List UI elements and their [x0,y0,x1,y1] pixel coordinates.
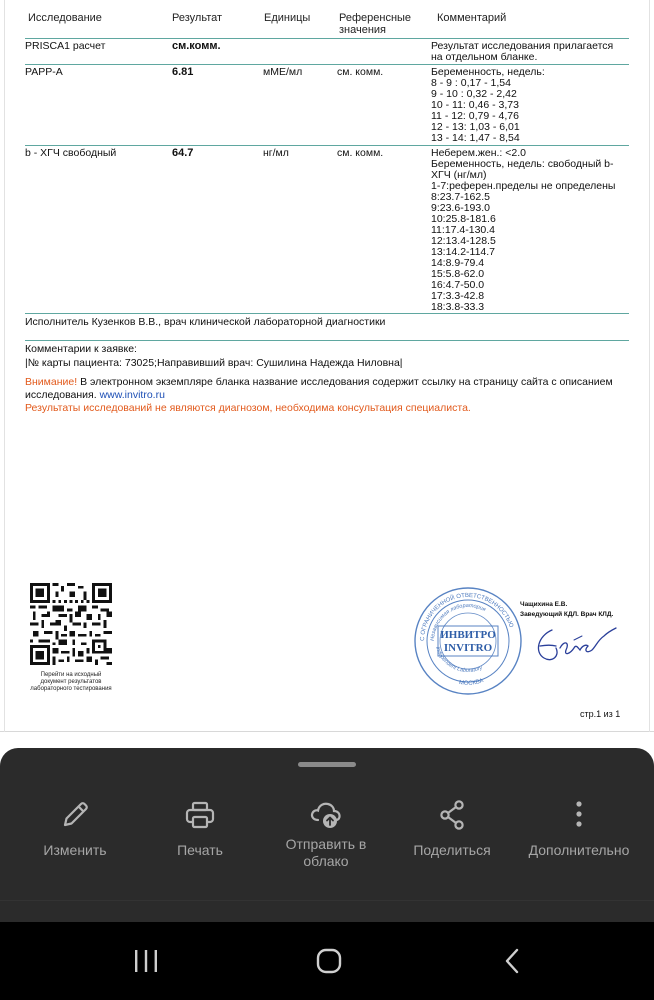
row-comment-line: 18:3.8-33.3 [431,301,485,313]
row-units: нг/мл [263,147,289,159]
more-button[interactable] [515,798,643,888]
signer-name: Чащихина Е.В. [520,601,568,608]
stamp-ring-bottom: Independent Laboratory [434,645,484,674]
row-units: мМЕ/мл [263,66,303,78]
recent-apps-button[interactable] [106,922,186,1000]
page-right-edge [649,0,650,732]
stamp-ring-top: С ОГРАНИЧЕННОЙ ОТВЕТСТВЕННОСТЬЮ [419,592,514,642]
more-label: Дополнительно [528,842,630,858]
sheet-drag-handle[interactable] [298,762,356,767]
header-result: Результат [172,12,223,24]
row-comment-line: 9:23.6-193.0 [431,202,490,214]
invitro-link[interactable]: www.invitro.ru [99,389,165,401]
print-button[interactable] [136,798,264,888]
row-comment-line: 1-7:референ.пределы не определены [431,180,616,192]
stamp-city: МОСКВА [458,678,485,687]
share-icon [435,798,469,832]
disclaimer: Результаты исследований не являются диагнозом, необходима консультация специалиста. [25,402,471,414]
sheet-divider [0,900,654,901]
row-name: PRISCA1 расчет [25,40,106,52]
row-name: b - ХГЧ свободный [25,147,117,159]
header-comment: Комментарий [437,12,507,24]
row-divider [25,313,629,314]
header-units: Единицы [264,12,311,24]
recent-apps-icon [132,948,160,974]
share-label: Поделиться [413,842,491,858]
row-comment-line: 10:25.8-181.6 [431,213,496,225]
header-reference-line1: Референсные [339,12,412,24]
qr-caption-line: Перейти на исходный [40,672,102,678]
row-comment-line: 16:4.7-50.0 [431,279,485,291]
row-comment-line: 9 - 10 : 0,32 - 2,42 [431,88,517,100]
row-comment-line: 11:17.4-130.4 [431,224,496,236]
qr-caption [20,672,122,693]
row-comment-line: 17:3.3-42.8 [431,290,485,302]
header-reference-line2: значения [339,24,387,36]
cloud-upload-icon [308,798,344,832]
print-label: Печать [177,842,223,858]
upload-to-cloud-button[interactable] [262,798,390,888]
edit-button[interactable] [11,798,139,888]
system-navigation-bar [0,922,654,1000]
section-divider [25,340,629,341]
notice-text: В электронном экземпляре бланка название исследования содержит ссылку на страницу сайта с описанием [77,376,613,388]
qr-caption-line: документ результатов [40,679,102,685]
signer-position: Заведующий КДЛ. Врач КЛД. [520,611,614,618]
header-study: Исследование [28,12,102,24]
notice-prefix: исследования. [25,389,100,401]
row-comment-line: Результат исследования прилагается [431,40,614,52]
more-vertical-icon [562,798,596,832]
action-sheet [0,748,654,928]
signer-block [520,600,613,620]
page-left-edge [4,0,5,732]
row-comment-line: Неберем.жен.: <2.0 [431,147,526,159]
svg-text:МОСКВА [458,678,484,687]
row-comment-line: 8 - 9 : 0,17 - 1,54 [431,77,511,89]
warning-label: Внимание! [25,376,78,388]
row-result: 64.7 [172,147,194,159]
row-comment-line: на отдельном бланке. [431,51,538,63]
row-divider [25,145,629,146]
notice-line1 [25,376,635,388]
row-reference: см. комм. [337,147,384,159]
stamp-ring-inner: Независимая лаборатория [429,602,487,642]
notice-line2 [25,389,165,401]
row-name: PAPP-A [25,66,63,78]
row-comment-line: 11 - 12: 0,79 - 4,76 [431,110,519,122]
row-comment-line: 12:13.4-128.5 [431,235,496,247]
handwritten-signature [530,618,620,673]
page-number: стр.1 из 1 [580,709,621,719]
row-result: см.комм. [172,40,221,52]
row-divider [25,64,629,65]
row-reference: см. комм. [337,66,384,78]
executor: Исполнитель Кузенков В.В., врач клинической лабораторной диагностики [25,316,386,328]
upload-label-line1: Отправить в [285,836,367,852]
home-icon [315,947,343,975]
edit-label: Изменить [43,842,107,858]
row-comment-line: 15:5.8-62.0 [431,268,485,280]
stamp-center-ru: ИНВИТРО [440,629,496,641]
share-button[interactable] [388,798,516,888]
back-button[interactable] [472,922,552,1000]
qr-code[interactable] [30,583,112,665]
pencil-icon [58,798,92,832]
invitro-stamp [412,585,524,697]
comments-text: |№ карты пациента: 73025;Направивший врач: Сушилина Надежда Ниловна| [25,357,403,369]
qr-caption-line: лабораторного тестирования [30,686,112,692]
home-button[interactable] [289,922,369,1000]
row-comment-line: 13:14.2-114.7 [431,246,496,258]
comments-title: Комментарии к заявке: [25,343,137,355]
row-comment-line: 12 - 13: 1,03 - 6,01 [431,121,520,133]
header-divider [25,38,629,39]
row-comment-line: 14:8.9-79.4 [431,257,485,269]
upload-label [262,836,390,870]
printer-icon [183,798,217,832]
row-result: 6.81 [172,66,194,78]
row-comment-line: 8:23.7-162.5 [431,191,490,203]
back-icon [500,947,524,975]
row-comment-line: 10 - 11: 0,46 - 3,73 [431,99,519,111]
row-comment-line: 13 - 14: 1,47 - 8,54 [431,132,520,144]
upload-label-line2: облако [303,853,349,869]
row-comment-line: Беременность, недель: [431,66,545,78]
row-comment-line: ХГЧ (нг/мл) [431,169,487,181]
row-comment-line: Беременность, недель: свободный b- [431,158,614,170]
stamp-center-en: INVITRO [443,642,493,654]
